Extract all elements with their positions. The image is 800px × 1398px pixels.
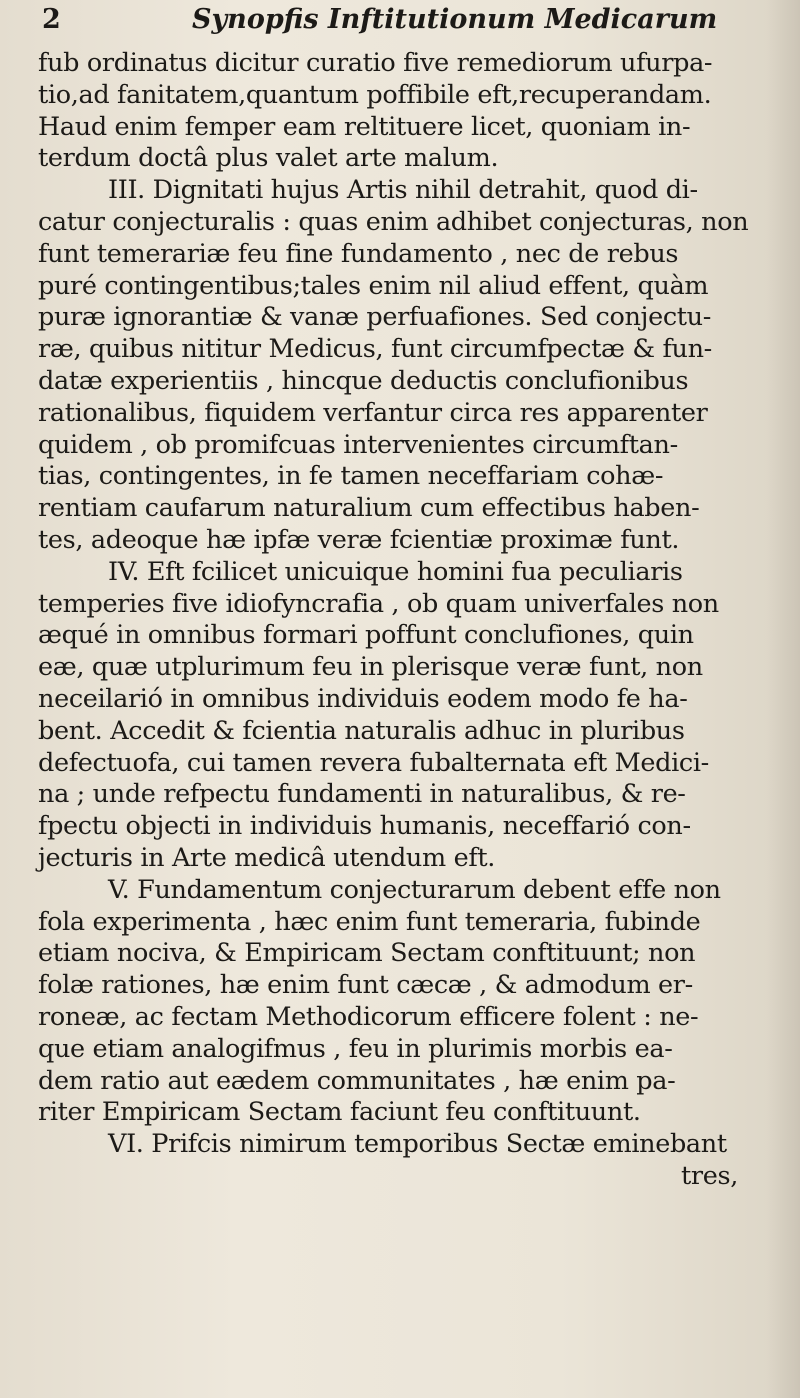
text-line: bent. Accedit & fcientia naturalis adhuc in pluribus — [38, 715, 685, 746]
text-line: jecturis in Arte medicâ utendum eft. — [38, 842, 496, 873]
text-line: na ; unde refpectu fundamenti in naturalibus, & re- — [38, 779, 686, 810]
text-line: roneæ, ac fectam Methodicorum efficere folent : ne- — [38, 1001, 699, 1032]
text-line: tes, adeoque hæ ipfæ veræ fcientiæ proximæ funt. — [38, 524, 680, 555]
text-line: dem ratio aut eædem communitates , hæ enim pa- — [38, 1065, 676, 1096]
text-block — [38, 4, 778, 1193]
text-line: riter Empiricam Sectam faciunt feu conftituunt. — [38, 1097, 641, 1128]
text-line: puré contingentibus;tales enim nil aliud effent, quàm — [38, 270, 709, 301]
text-line: æqué in omnibus formari poffunt conclufiones, quin — [38, 620, 694, 651]
text-line: que etiam analogifmus , feu in plurimis morbis ea- — [38, 1033, 673, 1064]
text-line: rationalibus, fiquidem verfantur circa res apparenter — [38, 397, 708, 428]
text-line: tio,ad fanitatem,quantum poffibile eft,recuperandam. — [38, 79, 712, 110]
text-line: catur conjecturalis : quas enim adhibet conjecturas, non — [38, 206, 749, 237]
text-line: folæ rationes, hæ enim funt cæcæ , & admodum er- — [38, 970, 693, 1001]
paragraph-start-line: V. Fundamentum conjecturarum debent effe non — [108, 874, 721, 905]
running-header — [42, 4, 778, 48]
text-line: quidem , ob promifcuas intervenientes circumftan- — [38, 429, 678, 460]
text-line: fpectu objecti in individuis humanis, neceffarió con- — [38, 811, 691, 842]
paragraph-start-line: IV. Eft fcilicet unicuique homini fua peculiaris — [108, 556, 683, 587]
text-line: funt temerariæ feu fine fundamento , nec de rebus — [38, 238, 679, 269]
page-number: 2 — [42, 4, 61, 35]
running-title: Synopfis Inftitutionum Medicarum — [192, 4, 718, 35]
text-line: ræ, quibus nititur Medicus, funt circumfpectæ & fun- — [38, 334, 712, 365]
catchword-line: tres, — [681, 1160, 738, 1191]
text-line: eæ, quæ utplurimum feu in plerisque veræ funt, non — [38, 652, 703, 683]
text-line: puræ ignorantiæ & vanæ perfuafiones. Sed conjectu- — [38, 302, 712, 333]
text-line: fola experimenta , hæc enim funt temeraria, fubinde — [38, 906, 701, 937]
paragraph-start-line: VI. Prifcis nimirum temporibus Sectæ eminebant — [108, 1129, 727, 1160]
text-line: temperies five idiofyncrafia , ob quam univerfales non — [38, 588, 719, 619]
text-line: tias, contingentes, in fe tamen neceffariam cohæ- — [38, 461, 664, 492]
text-line: neceilarió in omnibus individuis eodem modo fe ha- — [38, 683, 688, 714]
text-line: datæ experientiis , hincque deductis conclufionibus — [38, 365, 689, 396]
text-line: Haud enim femper eam reltituere licet, quoniam in- — [38, 111, 691, 142]
text-line: rentiam caufarum naturalium cum effectibus haben- — [38, 493, 700, 524]
text-line: etiam nociva, & Empiricam Sectam conftituunt; non — [38, 938, 696, 969]
text-line: terdum doctâ plus valet arte malum. — [38, 143, 499, 174]
paragraph-start-line: III. Dignitati hujus Artis nihil detrahit, quod di- — [108, 175, 698, 206]
text-line: defectuofa, cui tamen revera fubalternata eft Medici- — [38, 747, 709, 778]
text-line: fub ordinatus dicitur curatio five remediorum ufurpa- — [38, 48, 713, 78]
